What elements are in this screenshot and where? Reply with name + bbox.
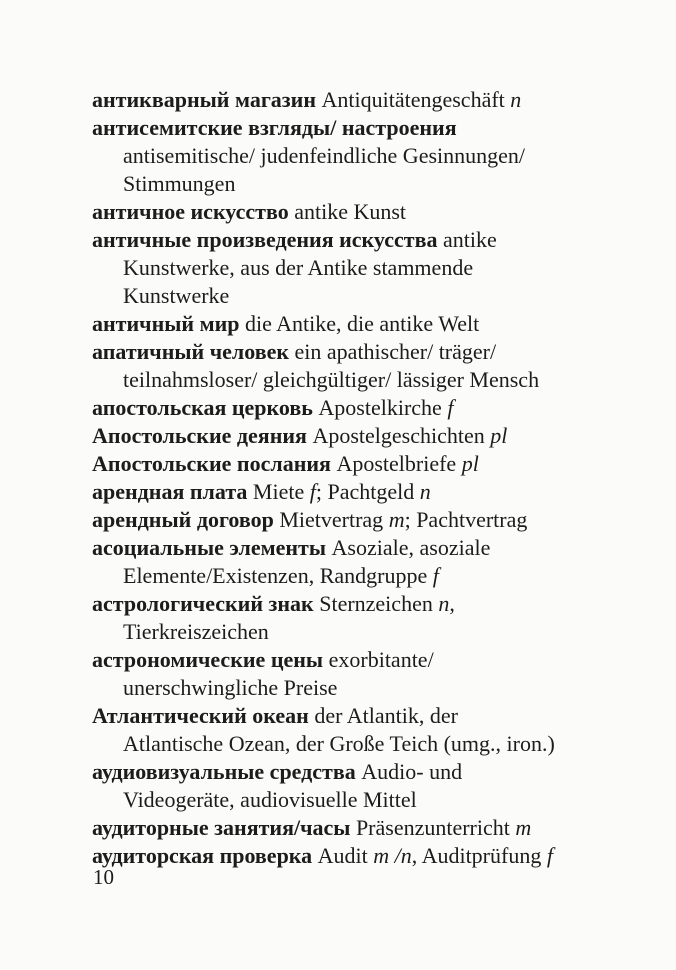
grammar-marker: pl — [490, 423, 508, 448]
grammar-marker: f — [309, 479, 316, 504]
dictionary-entry — [92, 534, 606, 590]
dictionary-entry — [92, 422, 606, 450]
grammar-marker: f — [432, 563, 439, 588]
headword-text: апатичный человек — [92, 339, 290, 364]
translation-text: Apostelgeschichten — [306, 423, 491, 448]
translation-text: der Atlantik, der — [308, 703, 458, 728]
headword-text: Апостольские послания — [92, 451, 331, 476]
dictionary-entry — [92, 646, 606, 702]
headword-text: Апостольские деяния — [92, 423, 307, 448]
translation-text: ; Pachtgeld — [315, 479, 420, 504]
translation-text: Apostelkirche — [312, 395, 448, 420]
dictionary-entry — [92, 842, 606, 870]
headword-text: аудиторные занятия/часы — [92, 815, 351, 840]
translation-text: ; Pachtvertrag — [404, 507, 528, 532]
translation-text: Miete — [247, 479, 310, 504]
translation-text: Audit — [312, 843, 374, 868]
headword-text: аудиторская проверка — [92, 843, 313, 868]
translation-text: Kunstwerke, aus der Antike stammende — [123, 255, 474, 280]
headword-text: античный мир — [92, 311, 240, 336]
grammar-marker: n — [419, 479, 431, 504]
grammar-marker: m — [388, 507, 405, 532]
translation-text: Asoziale, asoziale — [326, 535, 491, 560]
dictionary-entry — [92, 478, 606, 506]
headword-text: античное искусство — [92, 199, 289, 224]
grammar-marker: n — [510, 87, 522, 112]
translation-text: , Auditprüfung — [411, 843, 547, 868]
dictionary-entries — [92, 86, 606, 870]
headword-text: арендный договор — [92, 507, 274, 532]
translation-text: , — [449, 591, 455, 616]
translation-text: ein apathischer/ träger/ — [289, 339, 497, 364]
translation-text: Präsenzunterricht — [350, 815, 516, 840]
grammar-marker: f — [447, 395, 454, 420]
translation-text: antike — [437, 227, 497, 252]
headword-text: астрономические цены — [92, 647, 324, 672]
headword-text: апостольская церковь — [92, 395, 313, 420]
grammar-marker: f — [546, 843, 553, 868]
dictionary-entry — [92, 450, 606, 478]
grammar-marker: n — [438, 591, 450, 616]
translation-text: Tierkreiszeichen — [123, 619, 269, 644]
headword-text: антикварный магазин — [92, 87, 316, 112]
dictionary-entry — [92, 198, 606, 226]
headword-text: асоциальные элементы — [92, 535, 327, 560]
dictionary-entry — [92, 338, 606, 394]
dictionary-entry — [92, 702, 606, 758]
translation-text: die Antike, die antike Welt — [239, 311, 480, 336]
headword-text: антисемитские взгляды/ настроения — [92, 115, 457, 140]
grammar-marker: pl — [461, 451, 479, 476]
translation-text: Kunstwerke — [123, 283, 230, 308]
translation-text: Mietvertrag — [273, 507, 389, 532]
headword-text: Атлантический океан — [92, 703, 309, 728]
dictionary-entry — [92, 114, 606, 198]
translation-text: Elemente/Existenzen, Randgruppe — [123, 563, 433, 588]
grammar-marker: m /n — [373, 843, 412, 868]
translation-text: Stimmungen — [123, 171, 236, 196]
dictionary-entry — [92, 394, 606, 422]
translation-text: antisemitische/ judenfeindliche Gesinnungen/ — [123, 143, 526, 168]
headword-text: арендная плата — [92, 479, 248, 504]
headword-text: античные произведения искусства — [92, 227, 438, 252]
dictionary-entry — [92, 86, 606, 114]
translation-text: antike Kunst — [288, 199, 407, 224]
translation-text: Videogeräte, audiovisuelle Mittel — [123, 787, 417, 812]
dictionary-entry — [92, 758, 606, 814]
dictionary-entry — [92, 590, 606, 646]
translation-text: teilnahmsloser/ gleichgültiger/ lässiger Mensch — [123, 367, 540, 392]
translation-text: Sternzeichen — [313, 591, 439, 616]
translation-text: exorbitante/ — [323, 647, 434, 672]
dictionary-entry — [92, 506, 606, 534]
page-number: 10 — [93, 865, 114, 889]
dictionary-entry — [92, 814, 606, 842]
headword-text: астрологический знак — [92, 591, 314, 616]
translation-text: Atlantische Ozean, der Große Teich (umg., iron.) — [123, 731, 555, 756]
translation-text: Antiquitätengeschäft — [316, 87, 511, 112]
translation-text: Audio- und — [355, 759, 463, 784]
grammar-marker: m — [515, 815, 532, 840]
dictionary-entry — [92, 310, 606, 338]
translation-text: unerschwingliche Preise — [123, 675, 338, 700]
dictionary-entry — [92, 226, 606, 310]
translation-text: Apostelbriefe — [330, 451, 462, 476]
headword-text: аудиовизуальные средства — [92, 759, 356, 784]
